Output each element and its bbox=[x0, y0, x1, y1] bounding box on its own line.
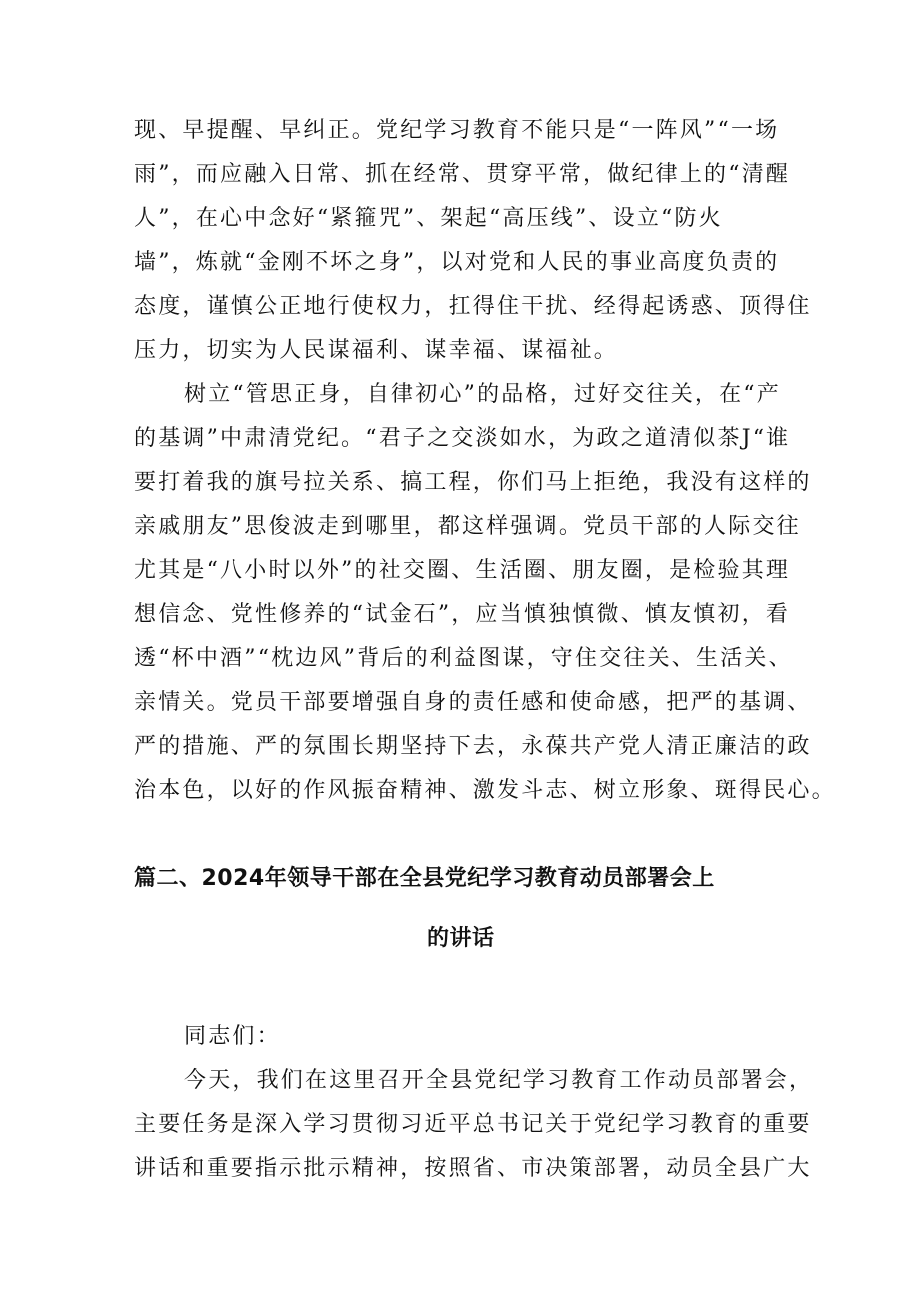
text-line: 治本色，以好的作风振奋精神、激发斗志、树立形象、斑得民心。 bbox=[134, 778, 836, 803]
text-line: 要打着我的旗号拉关系、搞工程，你们马上拒绝，我没有这样的 bbox=[134, 470, 812, 495]
salutation: 同志们： bbox=[184, 1024, 281, 1049]
section-title-line-1: 篇二、2024年领导干部在全县党纪学习教育动员部署会上 bbox=[134, 866, 715, 891]
text-line: 主要任务是深入学习贯彻习近平总书记关于党纪学习教育的重要 bbox=[134, 1112, 812, 1137]
text-line: 人”，在心中念好“紧箍咒”、架起“高压线”、设立“防火 bbox=[134, 206, 723, 231]
text-line: 树立“管思正身，自律初心”的品格，过好交往关，在“产 bbox=[184, 382, 781, 407]
text-line: 亲戚朋友”思俊波走到哪里，都这样强调。党员干部的人际交往 bbox=[134, 514, 801, 539]
text-line: 现、早提醒、早纠正。党纪学习教育不能只是“一阵风”“一场 bbox=[134, 118, 780, 143]
text-line: 透“杯中酒”“枕边风”背后的利益图谋，守住交往关、生活关、 bbox=[134, 646, 793, 671]
text-line: 尤其是“八小时以外”的社交圈、生活圈、朋友圈，是检验其理 bbox=[134, 558, 791, 583]
text-line: 讲话和重要指示批示精神，按照省、市决策部署，动员全县广大 bbox=[134, 1156, 812, 1181]
text-line: 今天，我们在这里召开全县党纪学习教育工作动员部署会， bbox=[184, 1068, 814, 1093]
text-line: 亲情关。党员干部要增强自身的责任感和使命感，把严的基调、 bbox=[134, 690, 812, 715]
text-line: 想信念、党性修养的“试金石”，应当慎独慎微、慎友慎初，看 bbox=[134, 602, 791, 627]
text-line: 压力，切实为人民谋福利、谋幸福、谋福祉。 bbox=[134, 338, 619, 363]
section-title-line-2: 的讲话 bbox=[427, 926, 495, 951]
text-line: 严的措施、严的氛围长期坚持下去，永葆共产党人清正廉洁的政 bbox=[134, 734, 812, 759]
text-line: 墙”，炼就“金刚不坏之身”，以对党和人民的事业高度负责的 bbox=[134, 250, 780, 275]
text-line: 态度，谨慎公正地行使权力，扛得住干扰、经得起诱惑、顶得住 bbox=[134, 294, 812, 319]
text-line: 雨”，而应融入日常、抓在经常、贯穿平常，做纪律上的“清醒 bbox=[134, 162, 791, 187]
text-line: 的基调”中肃清党纪。“君子之交淡如水，为政之道清似茶J“谁 bbox=[134, 426, 791, 451]
